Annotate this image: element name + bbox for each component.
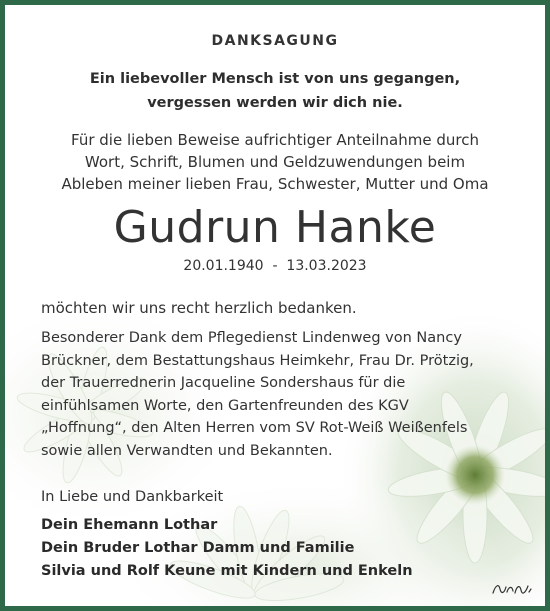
- intro-line: Wort, Schrift, Blumen und Geldzuwendungen beim: [84, 153, 466, 171]
- detail-line: der Trauerrednerin Jacqueline Sondershaus für die: [41, 375, 406, 392]
- detail-line: Besonderer Dank dem Pflegedienst Lindenweg von Nancy: [41, 330, 462, 346]
- detail-line: „Hoffnung“, den Alten Herren vom SV Rot-Weiß Weißenfels: [41, 420, 468, 437]
- signer: Dein Ehemann Lothar: [41, 517, 218, 533]
- detail-line: Brückner, dem Bestattungshaus Heimkehr, Frau Dr. Prötzig,: [41, 352, 474, 369]
- intro-line: Ableben meiner lieben Frau, Schwester, Mutter und Oma: [61, 175, 489, 193]
- intro-line: Für die lieben Beweise aufrichtiger Anteilnahme durch: [71, 131, 479, 149]
- detail-line: sowie allen Verwandten und Bekannten.: [41, 442, 333, 459]
- motto-line: vergessen werden wir dich nie.: [147, 95, 403, 111]
- deceased-name: Gudrun Hanke: [113, 202, 437, 253]
- signer: Dein Bruder Lothar Damm und Familie: [41, 540, 355, 556]
- special-thanks-text: [41, 327, 511, 463]
- detail-line: einfühlsamen Worte, den Gartenfreunden des KGV: [41, 397, 409, 414]
- life-dates: 20.01.1940 - 13.03.2023: [183, 258, 367, 274]
- thanks-line: möchten wir uns recht herzlich bedanken.: [41, 299, 357, 317]
- heading: DANKSAGUNG: [211, 33, 339, 49]
- intro-text: [5, 129, 545, 195]
- signer: Silvia und Rolf Keune mit Kindern und Enkeln: [41, 563, 413, 579]
- motto-line: Ein liebevoller Mensch ist von uns gegangen,: [89, 71, 461, 87]
- signers-list: [41, 514, 511, 583]
- motto: [5, 67, 545, 115]
- closing-phrase: In Liebe und Dankbarkeit: [41, 489, 224, 505]
- publisher-logo: [491, 582, 533, 596]
